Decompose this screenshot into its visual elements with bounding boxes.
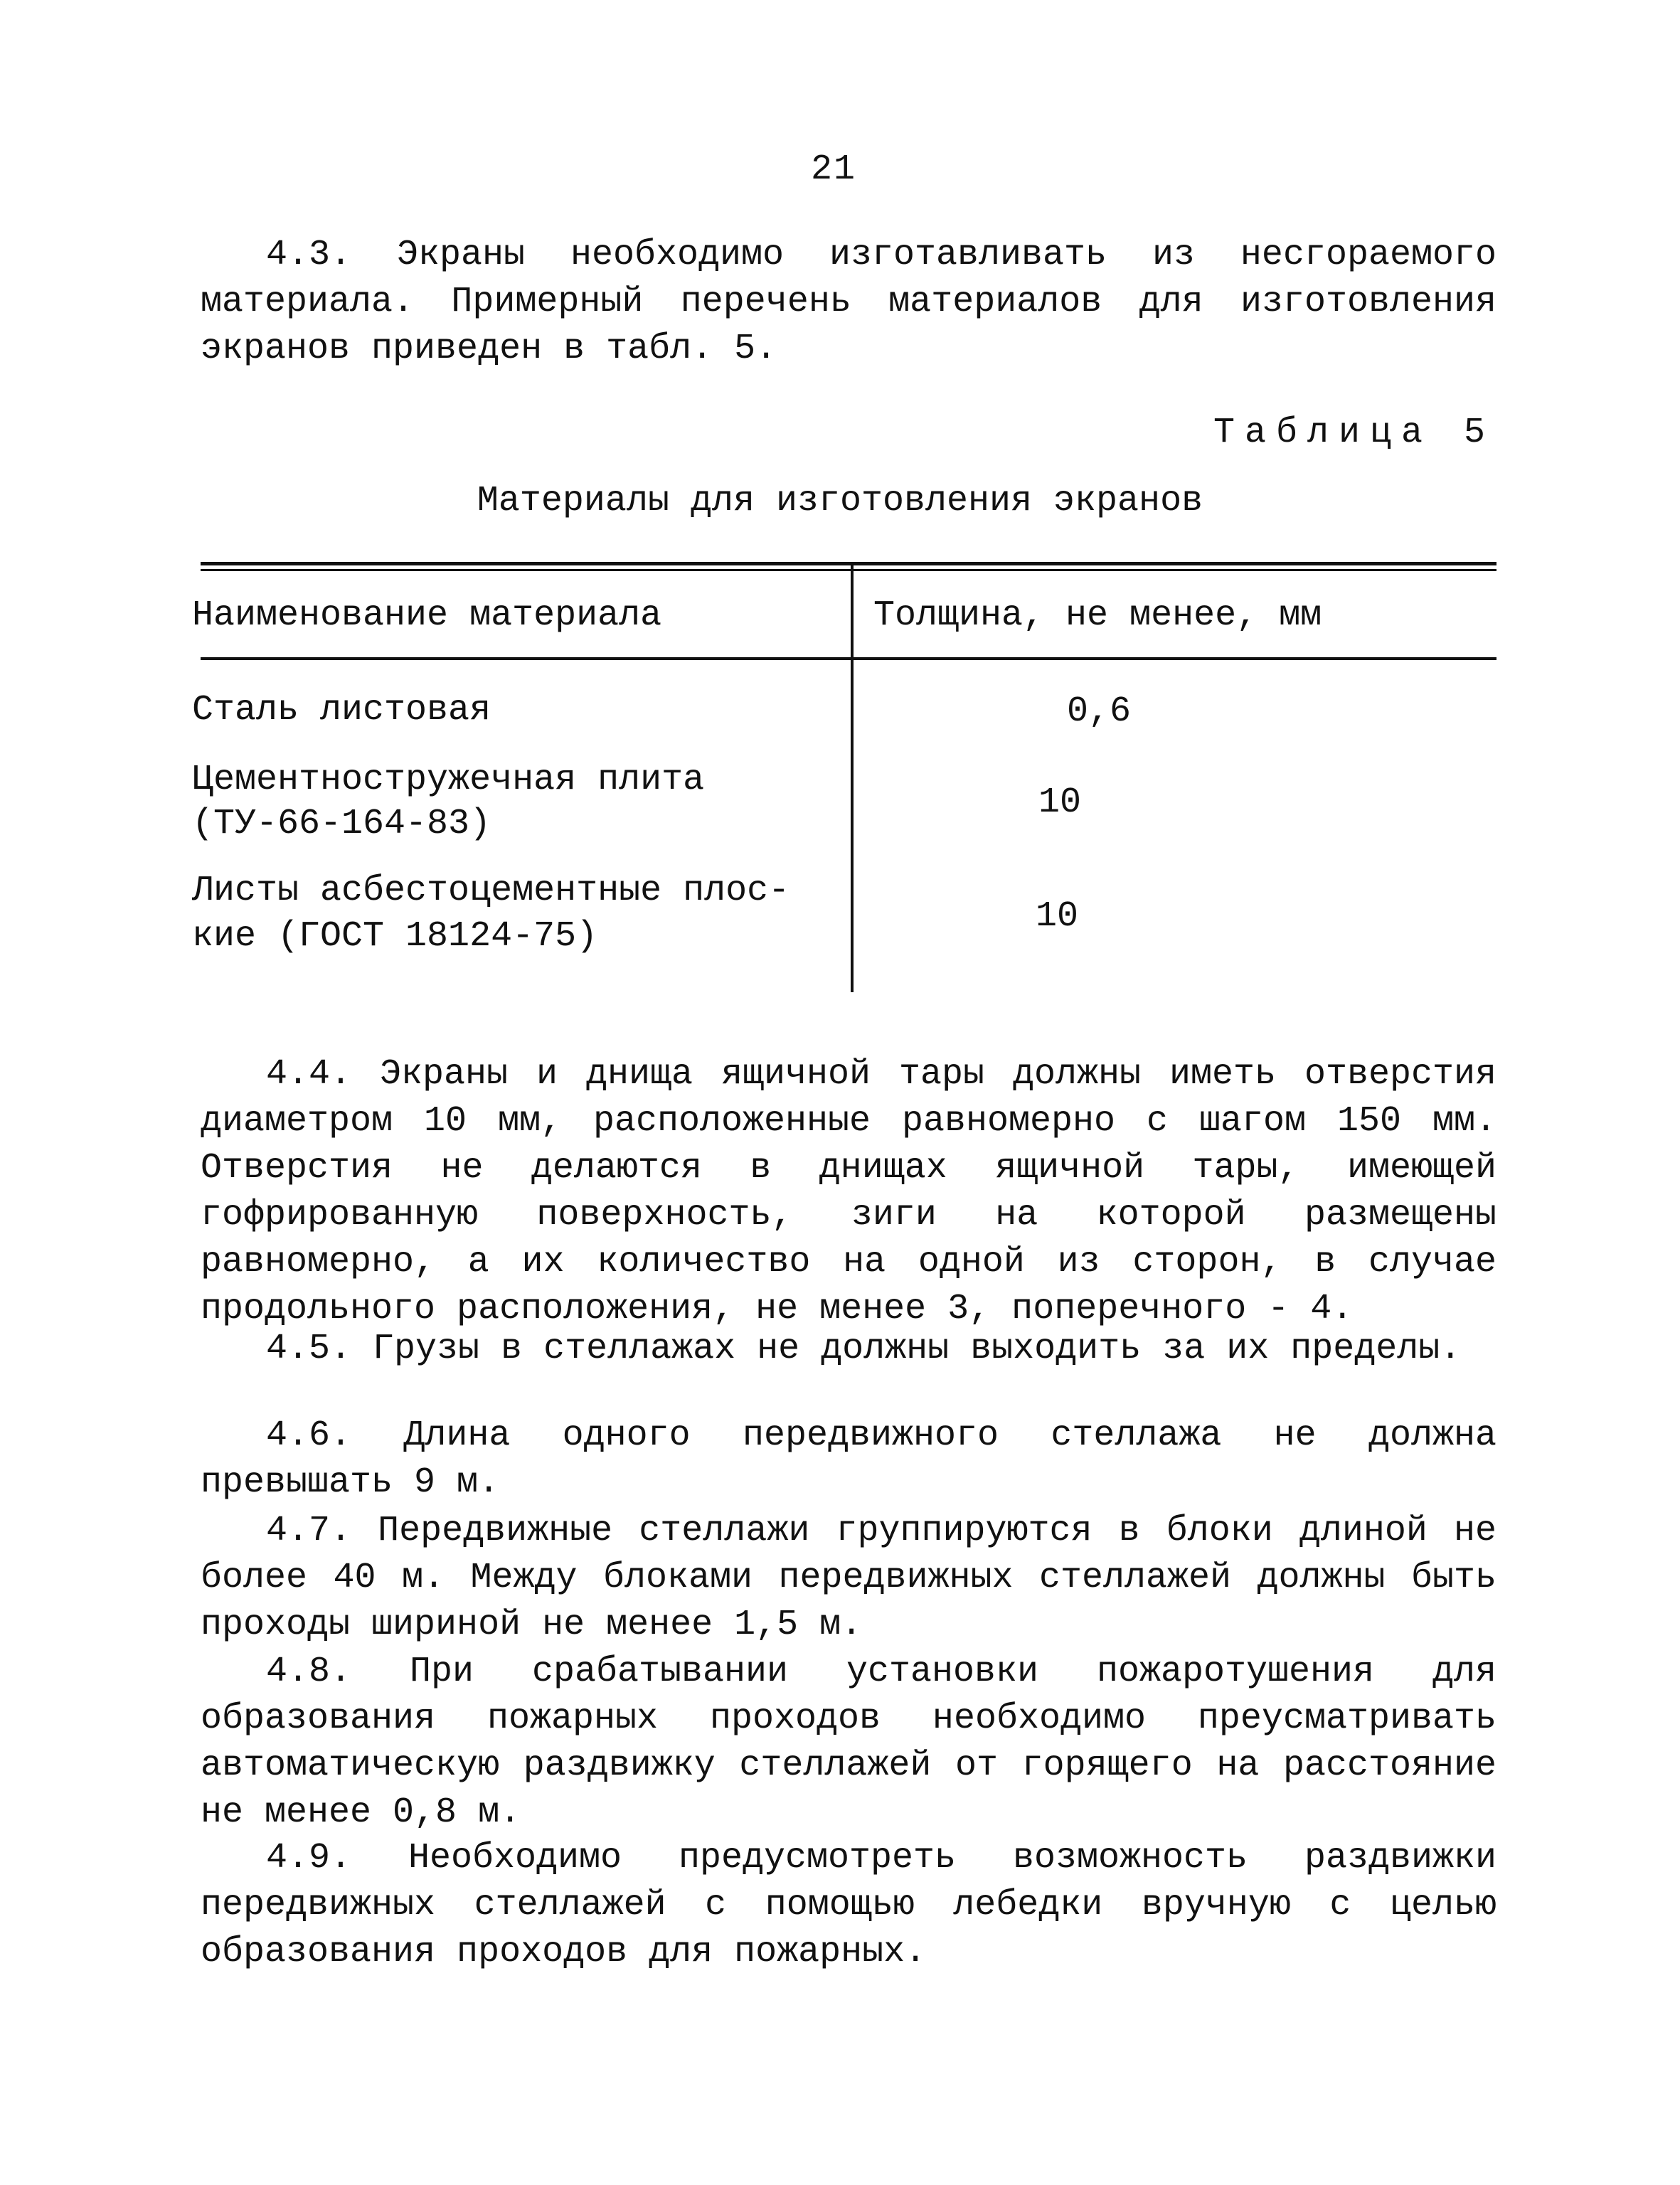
paragraph-4-7 — [201, 1508, 1496, 1649]
paragraph-text: 4.5. Грузы в стеллажах не должны выходить за их пределы. — [266, 1329, 1462, 1369]
paragraph-4-3 — [201, 232, 1496, 373]
paragraph-4-8 — [201, 1649, 1496, 1836]
paragraph-4-5 — [201, 1326, 1496, 1373]
paragraph-text: 4.7. Передвижные стеллажи группируются в блоки длиной не более 40 м. Между блоками передвижных стеллажей должны быть проходы шириной не менее 1,5 м. — [201, 1511, 1496, 1645]
table-row-3-name-line1: Листы асбестоцементные плос- — [192, 871, 790, 911]
table-row-1-thickness: 0,6 — [1067, 691, 1132, 732]
paragraph-text: 4.4. Экраны и днища ящичной тары должны иметь отверстия диаметром 10 мм, расположенные равномерно с шагом 150 мм. Отверстия не делаются в днищах ящичной тары, имеющей гофрированную поверхность, зиги на которой размещены равномерно, а их количество на одной из сторон, в случае продольного расположения, не менее 3, поперечного - 4. — [201, 1054, 1496, 1329]
table-row-3-thickness: 10 — [1036, 896, 1079, 937]
table-label: Таблица 5 — [1213, 413, 1495, 453]
table-top-rule — [201, 562, 1496, 565]
paragraph-4-6 — [201, 1413, 1496, 1506]
table-column-divider — [851, 565, 854, 992]
paragraph-text: 4.6. Длина одного передвижного стеллажа не должна превышать 9 м. — [201, 1415, 1496, 1503]
table-row-2-name-line1: Цементностружечная плита — [192, 760, 705, 800]
table-top-rule-second — [201, 569, 1496, 571]
page-number: 21 — [811, 149, 857, 190]
table-row-1-name: Сталь листовая — [192, 690, 491, 730]
table-header-thickness: Толщина, не менее, мм — [873, 595, 1322, 636]
table-caption: Материалы для изготовления экранов — [477, 481, 1203, 521]
table-header-name: Наименование материала — [192, 595, 662, 636]
table-header-rule — [201, 657, 1496, 660]
table-row-3-name-line2: кие (ГОСТ 18124-75) — [192, 916, 598, 957]
table-row-2-thickness: 10 — [1038, 782, 1082, 823]
paragraph-4-9 — [201, 1835, 1496, 1976]
table-row-2-name-line2: (ТУ-66-164-83) — [192, 804, 491, 844]
paragraph-text: 4.8. При срабатывании установки пожаротушения для образования пожарных проходов необходимо преусматривать автоматическую раздвижку стеллажей от горящего на расстояние не менее 0,8 м. — [201, 1652, 1496, 1833]
paragraph-4-4 — [201, 1051, 1496, 1333]
paragraph-text: 4.3. Экраны необходимо изготавливать из несгораемого материала. Примерный перечень материалов для изготовления экранов приведен в табл. 5. — [201, 235, 1496, 369]
paragraph-text: 4.9. Необходимо предусмотреть возможность раздвижки передвижных стеллажей с помощью лебедки вручную с целью образования проходов для пожарных. — [201, 1838, 1496, 1972]
